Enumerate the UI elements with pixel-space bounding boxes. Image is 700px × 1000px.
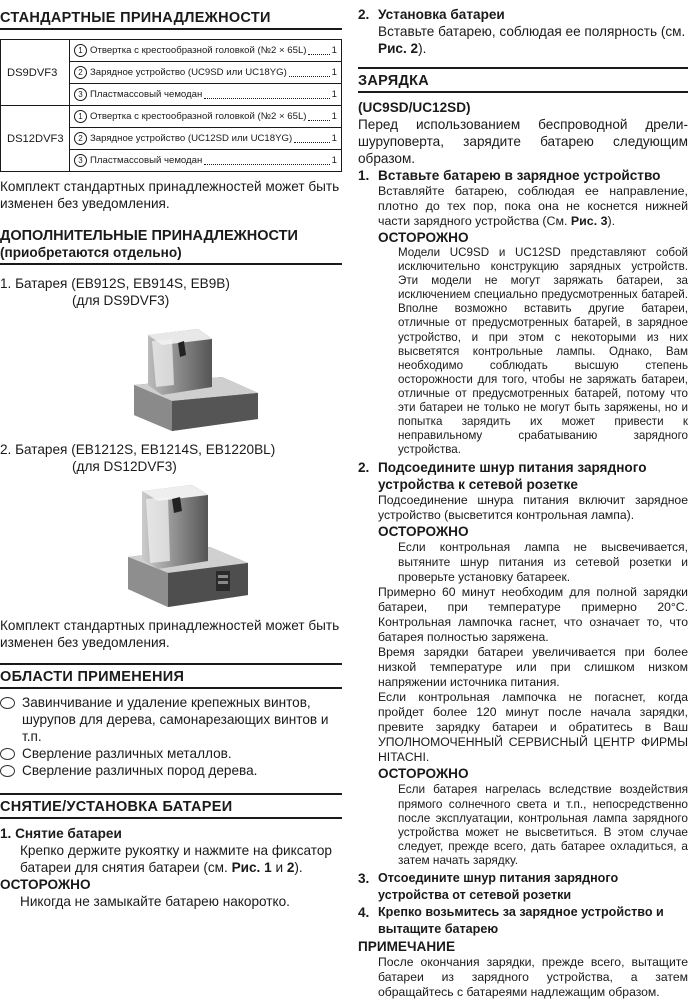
charge-step-2-caution-text-2: Если батарея нагрелась вследствие воздействия прямого солнечного света и т.п., непосредственно после эксплуатации, контрольная лампа зарядного устройства может не высветиться. В этом случае следует, прежде всего, дать батарее охладиться, а затем начать зарядку.: [398, 782, 688, 868]
charging-title: ЗАРЯДКА: [358, 67, 688, 93]
table-row: 2 Зарядное устройство (UC12SD или UC18YG) 1: [70, 128, 342, 150]
charge-step-1-heading: 1. Вставьте батарею в зарядное устройство: [358, 168, 661, 183]
note-text: После окончания зарядки, прежде всего, вытащите батареи из зарядного устройства, а затем обращайтесь с батареями надлежащим образом.: [378, 954, 688, 999]
removal-caution-text: Никогда не замыкайте батарею накоротко.: [20, 894, 290, 909]
list-item: Сверление различных пород дерева.: [0, 762, 342, 779]
install-step-text: Вставьте батарею, соблюдая ее полярность (см. Рис. 2).: [378, 24, 686, 56]
right-column: [358, 0, 688, 1000]
charge-step-1-caution-text: Модели UC9SD и UC12SD представляют собой исключительно конструкцию зарядных устройств. Эти модели не могут заряжать батареи, за исключением специально предусмотренных батарей. Вполне возможно вставить другие батареи, отличные от предусмотренных батарей, в зарядное устройство, и при этом с некоторыми из них высветятся контрольные лампы. Однако, Вам необходимо соблюдать высшую степень осторожности для того, чтобы не заряжать батареи, отличные от предусмотренных батарей, потому что эти батареи не только не могут быть заряжены, но и попытка зарядить их может привести к неправильному срабатыванию зарядного устройства.: [398, 246, 688, 457]
accessories-table: [0, 39, 342, 172]
charging-models: (UC9SD/UC12SD): [358, 100, 471, 115]
optional-item-2: 2. Батарея (EB1212S, EB1214S, EB1220BL) (для DS12DVF3): [0, 442, 276, 474]
left-column: [0, 0, 342, 910]
charge-step-4-heading: 4. Крепко возьмитесь за зарядное устройство и вытащите батарею: [358, 904, 664, 936]
removal-caution-label: ОСТОРОЖНО: [0, 877, 91, 892]
list-item: Завинчивание и удаление крепежных винтов, шурупов для дерева, самонарезающих винтов и т.п.: [0, 694, 342, 745]
standard-accessories-title: СТАНДАРТНЫЕ ПРИНАДЛЕЖНОСТИ: [0, 0, 342, 30]
removal-step-1-heading: 1. Снятие батареи: [0, 826, 122, 841]
charge-step-2-para-2: Время зарядки батареи увеличивается при более низкой температуре или при слишком низком напряжении источника питания.: [378, 645, 688, 690]
charge-step-2-text: Подсоединение шнура питания включит зарядное устройство (высветится контрольная лампа).: [378, 493, 688, 523]
battery-image-2: [112, 479, 342, 609]
removal-title: СНЯТИЕ/УСТАНОВКА БАТАРЕИ: [0, 793, 342, 819]
battery-image-1: [112, 315, 342, 433]
applications-title: ОБЛАСТИ ПРИМЕНЕНИЯ: [0, 663, 342, 689]
applications-list: [0, 694, 342, 779]
table-row: 3 Пластмассовый чемодан 1: [70, 150, 342, 172]
note-title: ПРИМЕЧАНИЕ: [358, 938, 456, 954]
install-step-heading: 2. Установка батареи: [358, 7, 505, 22]
charge-step-1-caution-label: ОСТОРОЖНО: [378, 230, 469, 245]
model-ds12dvf3: DS12DVF3: [1, 106, 70, 172]
charge-step-2-caution-label-2: ОСТОРОЖНО: [378, 766, 469, 782]
charge-step-2-para-3: Если контрольная лампочка не погаснет, когда пройдет более 120 минут после начала зарядки, превите зарядку батареи и обратитесь в Ваш УПОЛНОМОЧЕННЫЙ СЕРВИСНЫЙ ЦЕНТР ФИРМЫ HITACHI.: [378, 690, 688, 765]
table-row: 1 Отвертка с крестообразной головкой (№2 × 65L) 1: [70, 106, 342, 128]
optional-item-1: 1. Батарея (EB912S, EB914S, EB9B) (для DS9DVF3): [0, 276, 230, 308]
table-row: 1 Отвертка с крестообразной головкой (№2 × 65L) 1: [70, 40, 342, 62]
charge-step-2-caution-text: Если контрольная лампа не высвечивается, вытяните шнур питания из сетевой розетки и проверьте установку батареек.: [398, 540, 688, 585]
charge-step-2-para-1: Примерно 60 минут необходим для полной зарядки батареи, при температуре примерно 20°С. Контрольная лампочка гаснет, что означает то, что батарея полностью заряжена.: [378, 585, 688, 645]
charge-step-2-heading: 2. Подсоедините шнур питания зарядного устройства к сетевой розетке: [358, 460, 647, 493]
removal-step-1-text: Крепко держите рукоятку и нажмите на фиксатор батареи для снятия батареи (см. Рис. 1 и 2).: [20, 843, 332, 875]
model-ds9dvf3: DS9DVF3: [1, 40, 70, 106]
optional-accessories-title: ДОПОЛНИТЕЛЬНЫЕ ПРИНАДЛЕЖНОСТИ (приобретаются отдельно): [0, 228, 342, 265]
charge-step-1-text: Вставляйте батарею, соблюдая ее направление, плотно до тех пор, пока она не коснется нижней части зарядного устройства (См. Рис. 3).: [378, 184, 688, 228]
charging-intro: Перед использованием беспроводной дрели-шуруповерта, зарядите батарею следующим образом.: [358, 117, 688, 166]
charge-step-3-heading: 3. Отсоедините шнур питания зарядного устройства от сетевой розетки: [358, 870, 619, 902]
charge-step-2-caution-label: ОСТОРОЖНО: [378, 524, 469, 540]
list-item: Сверление различных металлов.: [0, 745, 342, 762]
table-row: 2 Зарядное устройство (UC9SD или UC18YG) 1: [70, 62, 342, 84]
table-row: 3 Пластмассовый чемодан 1: [70, 84, 342, 106]
optional-note: Комплект стандартных принадлежностей может быть изменен без уведомления.: [0, 618, 340, 650]
standard-note: Комплект стандартных принадлежностей может быть изменен без уведомления.: [0, 179, 340, 211]
